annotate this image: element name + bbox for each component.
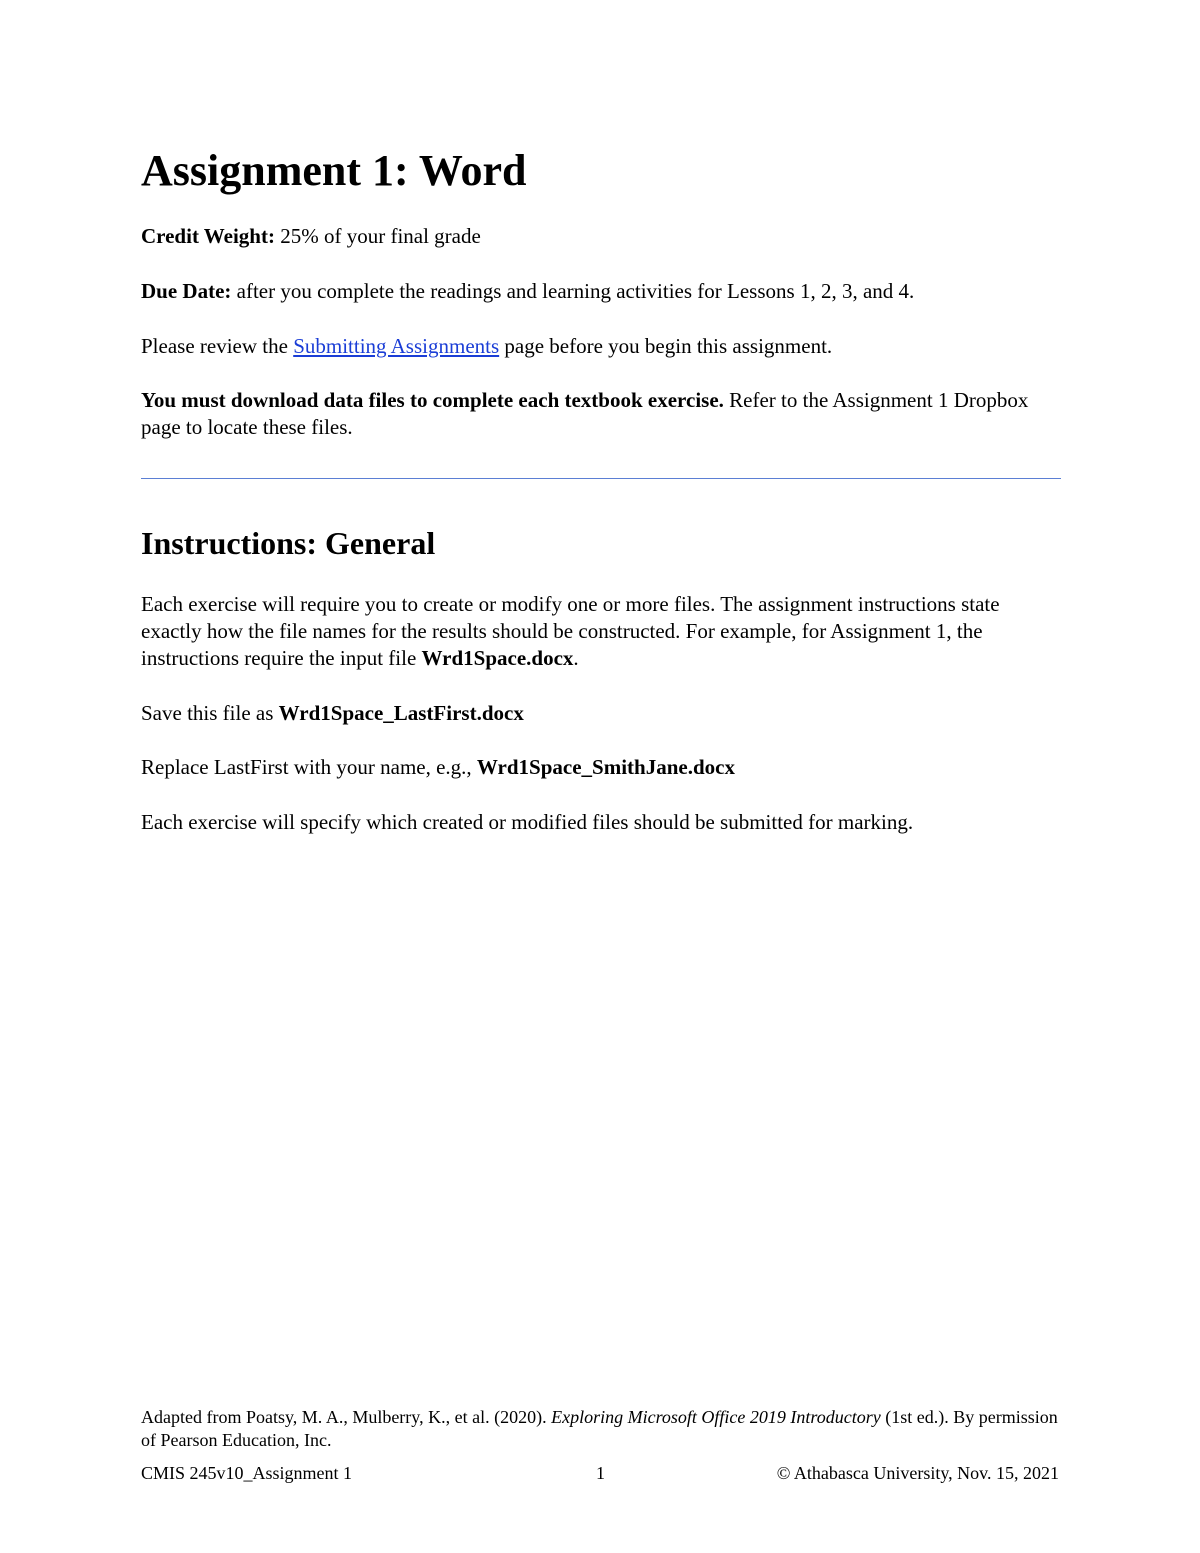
general-paragraph-4: Each exercise will specify which created or modified files should be submitted for marking.: [141, 810, 914, 834]
download-notice: [141, 387, 1061, 441]
footnote-before: Adapted from Poatsy, M. A., Mulberry, K., et al. (2020).: [141, 1407, 552, 1427]
footer-page-number: 1: [596, 1463, 605, 1483]
page-footer: [141, 1461, 1061, 1485]
general-p1-end: .: [573, 646, 579, 670]
section-divider: [141, 478, 1061, 479]
example-file-name: Wrd1Space_SmithJane.docx: [476, 755, 735, 779]
footnote-book-title: Exploring Microsoft Office 2019 Introductory: [551, 1407, 881, 1427]
due-date-line: [141, 278, 1061, 305]
credit-weight-line: [141, 223, 1061, 250]
footer-course-code: CMIS 245v10_Assignment 1: [141, 1463, 353, 1483]
general-paragraph-1: [141, 591, 1061, 672]
general-p1-text: Each exercise will require you to create or modify one or more files. The assignment instructions state exactly how the file names for the results should be constructed. For example, for Assignment 1, the instructions require the input file: [141, 592, 1000, 670]
input-file-name: Wrd1Space.docx: [421, 646, 574, 670]
general-p3-text: Replace LastFirst with your name, e.g.,: [141, 755, 477, 779]
download-notice-bold: You must download data files to complete each textbook exercise.: [141, 388, 724, 412]
footer-copyright: © Athabasca University, Nov. 15, 2021: [776, 1463, 1059, 1483]
general-p2-text: Save this file as: [141, 701, 279, 725]
document-page: [141, 0, 1061, 1553]
general-paragraph-2: [141, 700, 1061, 727]
credit-weight-value: 25% of your final grade: [274, 224, 481, 248]
review-text-after: page before you begin this assignment.: [499, 334, 833, 358]
section-heading: Instructions: General: [141, 525, 436, 561]
review-text-before: Please review the: [141, 334, 294, 358]
general-paragraph-3: [141, 754, 1061, 781]
due-date-label: Due Date:: [141, 279, 232, 303]
footnote-after: (1st ed.). By permission of Pearson Education, Inc.: [141, 1407, 1058, 1450]
credit-weight-label: Credit Weight:: [141, 224, 275, 248]
due-date-value: after you complete the readings and learning activities for Lessons 1, 2, 3, and 4.: [231, 279, 915, 303]
save-file-name: Wrd1Space_LastFirst.docx: [278, 701, 524, 725]
footnote: [141, 1406, 1061, 1452]
submitting-assignments-link[interactable]: Submitting Assignments: [293, 334, 500, 358]
review-line: [141, 333, 1061, 360]
download-notice-rest: Refer to the Assignment 1 Dropbox page to locate these files.: [141, 388, 1029, 439]
page-title: Assignment 1: Word: [141, 146, 527, 195]
